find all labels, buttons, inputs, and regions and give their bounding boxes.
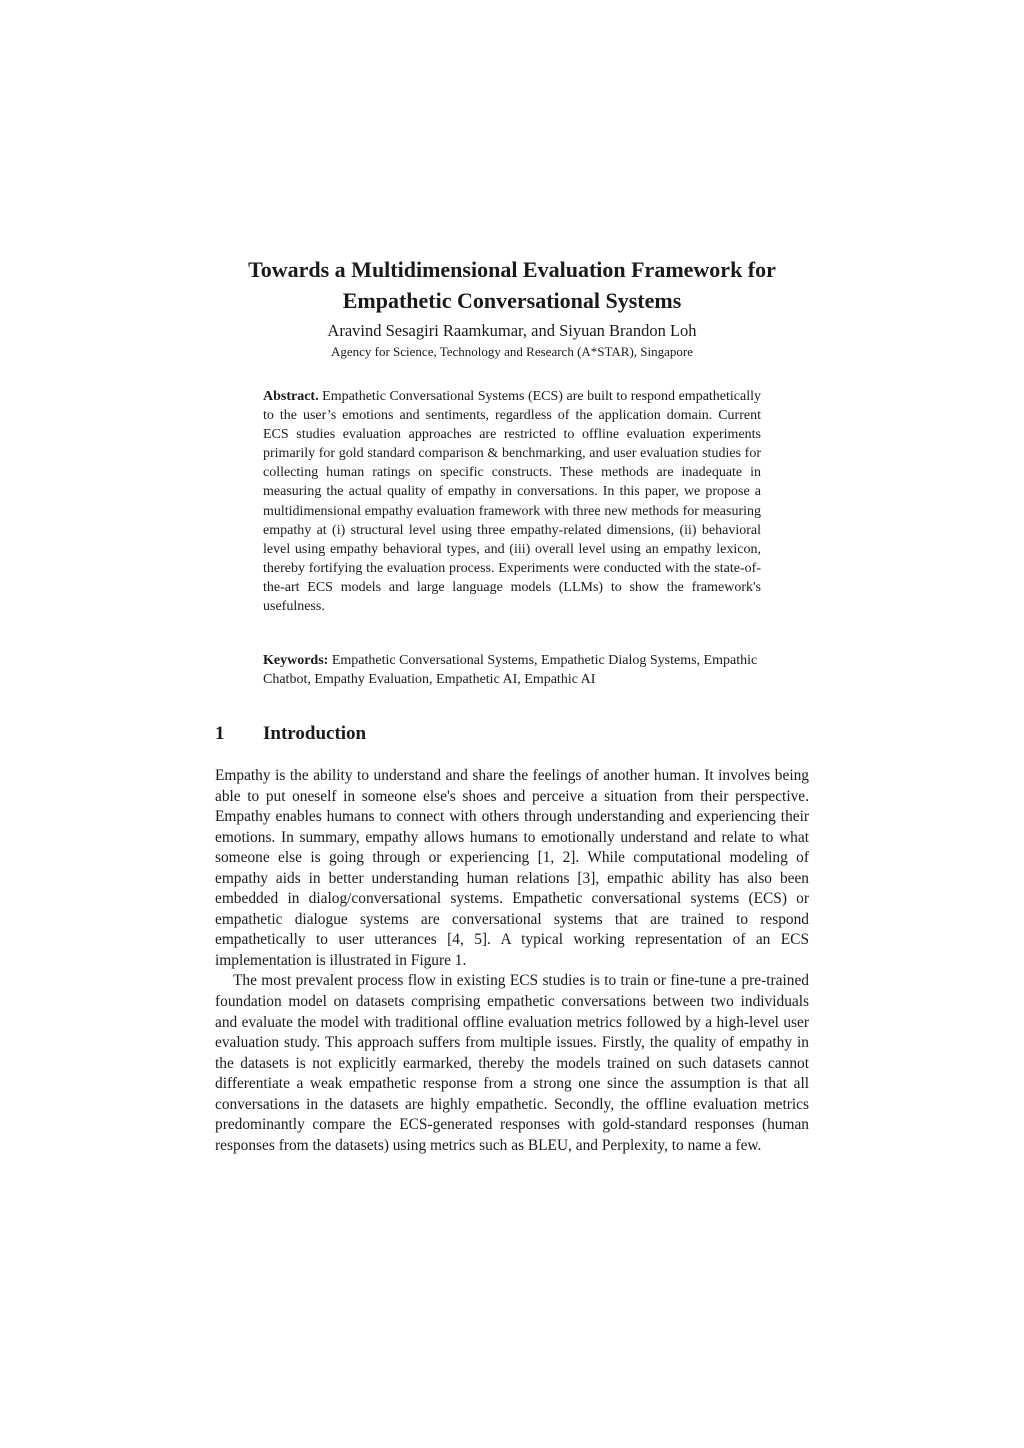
paper-title-line-2: Empathetic Conversational Systems (342, 288, 682, 313)
section-heading-introduction (215, 721, 366, 747)
paper-title (150, 254, 874, 316)
introduction-paragraph-2: The most prevalent process flow in existing ECS studies is to train or fine-tune a pre-trained foundation model on datasets comprising empathetic conversations between two individuals and evaluate the model with traditional offline evaluation metrics followed by a high-level user evaluation study. This approach suffers from multiple issues. Firstly, the quality of empathy in the datasets is not explicitly earmarked, thereby the models trained on such datasets cannot differentiate a weak empathetic response from a strong one since the assumption is that all conversations in the datasets are highly empathetic. Secondly, the offline evaluation metrics predominantly compare the ECS-generated responses with gold-standard responses (human responses from the datasets) using metrics such as BLEU, and Perplexity, to name a few. (215, 972, 809, 1154)
introduction-body (215, 766, 809, 1156)
introduction-paragraph-1: Empathy is the ability to understand and share the feelings of another human. It involves being able to put oneself in someone else's shoes and perceive a situation from their perspective. Empathy enables humans to connect with others through understanding and experiencing their emotions. In summary, empathy allows humans to emotionally understand and relate to what someone else is going through or experiencing [1, 2]. While computational modeling of empathy aids in better understanding human relations [3], empathic ability has also been embedded in dialog/conversational systems. Empathetic conversational systems (ECS) or empathetic dialogue systems are conversational systems that are trained to respond empathetically to user utterances [4, 5]. A typical working representation of an ECS implementation is illustrated in Figure 1. (215, 767, 809, 969)
abstract-label: Abstract. (263, 389, 319, 404)
paper-title-line-1: Towards a Multidimensional Evaluation Framework for (248, 257, 776, 282)
keywords (263, 651, 761, 689)
keywords-text: Empathetic Conversational Systems, Empathetic Dialog Systems, Empathic Chatbot, Empathy Evaluation, Empathetic AI, Empathic AI (263, 653, 758, 688)
author-list: Aravind Sesagiri Raamkumar, and Siyuan Brandon Loh (327, 321, 697, 340)
keywords-label: Keywords: (263, 653, 329, 668)
section-title: Introduction (263, 723, 367, 744)
section-number: 1 (215, 723, 225, 744)
abstract (263, 387, 761, 616)
abstract-text: Empathetic Conversational Systems (ECS) are built to respond empathetically to the user’s emotions and sentiments, regardless of the application domain. Current ECS studies evaluation approaches are restricted to offline evaluation experiments primarily for gold standard comparison & benchmarking, and user evaluation studies for collecting human ratings on specific constructs. These methods are inadequate in measuring the actual quality of empathy in conversations. In this paper, we propose a multidimensional empathy evaluation framework with three new methods for measuring empathy at (i) structural level using three empathy-related dimensions, (ii) behavioral level using empathy behavioral types, and (iii) overall level using an empathy lexicon, thereby fortifying the evaluation process. Experiments were conducted with the state-of-the-art ECS models and large language models (LLMs) to show the framework's usefulness. (263, 389, 762, 615)
author-affiliation: Agency for Science, Technology and Research (A*STAR), Singapore (330, 344, 694, 359)
